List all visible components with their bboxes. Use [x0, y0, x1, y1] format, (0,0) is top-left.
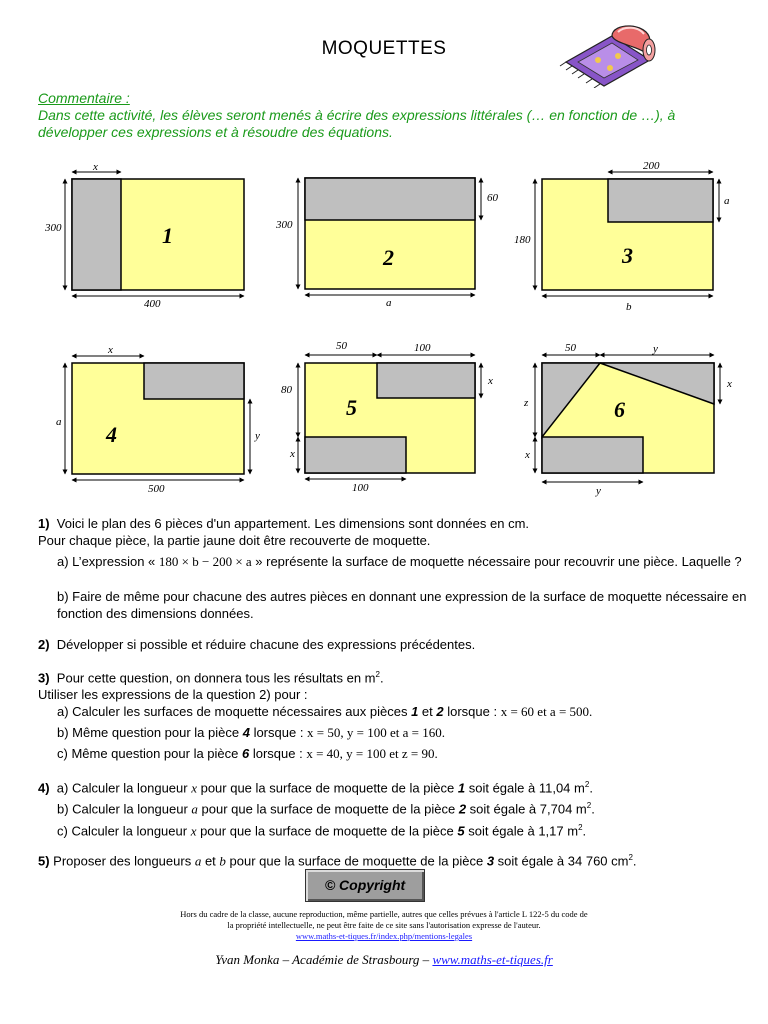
- fig3-number: 3: [622, 243, 633, 268]
- legal-line-1: Hors du cadre de la classe, aucune reproduction, même partielle, autres que celles prévues à l'article L 122-5 du code de: [180, 909, 588, 919]
- question-1: 1) Voici le plan des 6 pièces d'un appartement. Les dimensions sont données en cm. Pour chaque pièce, la partie jaune doit être recouverte de moquette.: [38, 516, 530, 548]
- fig3-label-right: a: [724, 195, 730, 207]
- page-title: MOQUETTES: [321, 38, 447, 59]
- copyright-button[interactable]: © Copyright: [305, 869, 425, 902]
- fig2-label-left: 300: [276, 219, 293, 231]
- footer-author: Yvan Monka – Académie de Strasbourg –: [215, 952, 433, 967]
- fig5-label-top-left: 50: [336, 340, 347, 352]
- fig2-number: 2: [383, 245, 394, 270]
- fig4-label-bottom: 500: [148, 483, 165, 495]
- fig5-label-right: x: [488, 375, 493, 387]
- fig1-label-bottom: 400: [144, 298, 161, 310]
- fig5-label-left-bottom: x: [290, 448, 295, 460]
- fig4-label-left: a: [56, 416, 62, 428]
- fig5-label-left: 80: [281, 384, 292, 396]
- fig1-label-top: x: [93, 161, 98, 173]
- room-plan-5: [298, 355, 481, 479]
- question-3c: c) Même question pour la pièce 6 lorsque : x = 40, y = 100 et z = 90.: [57, 746, 438, 761]
- fig3-label-top: 200: [643, 160, 660, 172]
- fig6-label-bottom: y: [596, 485, 601, 497]
- question-5: 5) Proposer des longueurs a et b pour que la surface de moquette de la pièce 3 soit égale à 34 760 $cm^2$.: [38, 853, 637, 869]
- fig6-label-left-bottom: x: [525, 449, 530, 461]
- fig6-label-right: x: [727, 378, 732, 390]
- question-4c: c) Calculer la longueur x pour que la surface de moquette de la pièce 5 soit égale à 1,17 $m^2$.: [57, 823, 587, 839]
- question-3a: a) Calculer les surfaces de moquette nécessaires aux pièces 1 et 2 lorsque : x = 60 et a = 500.: [57, 704, 593, 719]
- legal-notice: [110, 909, 658, 942]
- legal-line-2: la propriété intellectuelle, ne peut être faite de ce site sans l'autorisation expresse de l'auteur.: [227, 920, 541, 930]
- question-1b: b) Faire de même pour chacune des autres pièces en donnant une expression de la surface de moquette nécessaire en fonction des dimensions données.: [57, 589, 747, 621]
- fig6-label-top-right: y: [653, 343, 658, 355]
- fig6-number: 6: [614, 397, 625, 422]
- question-3: 3) Pour cette question, on donnera tous les résultats en $m^2$. Utiliser les expressions de la question 2) pour :: [38, 670, 384, 703]
- fig5-label-bottom: 100: [352, 482, 369, 494]
- fig6-label-top-left: 50: [565, 342, 576, 354]
- question-4a: 4) a) Calculer la longueur x pour que la surface de moquette de la pièce 1 soit égale à 11,04 $m^2$.: [38, 780, 593, 796]
- fig3-label-bottom: b: [626, 301, 632, 313]
- footer: [0, 952, 768, 968]
- fig5-number: 5: [346, 395, 357, 420]
- room-plan-6: [535, 355, 720, 482]
- fig2-label-bottom: a: [386, 297, 392, 309]
- room-plans-figure: [0, 150, 768, 510]
- question-2: 2) Développer si possible et réduire chacune des expressions précédentes.: [38, 637, 476, 652]
- footer-site-link[interactable]: www.maths-et-tiques.fr: [432, 952, 553, 967]
- carpet-roll-icon: [552, 16, 662, 88]
- room-plan-2: [298, 178, 481, 295]
- question-1a: a) L’expression « 180 × b − 200 × a » représente la surface de moquette nécessaire pour recouvrir une pièce. Laquelle ?: [57, 554, 742, 569]
- room-plan-1: [65, 172, 244, 296]
- fig2-label-right: 60: [487, 192, 498, 204]
- fig1-number: 1: [162, 223, 173, 248]
- question-4b: b) Calculer la longueur a pour que la surface de moquette de la pièce 2 soit égale à 7,704 $m^2$.: [57, 801, 595, 817]
- fig1-label-left: 300: [45, 222, 62, 234]
- question-3b: b) Même question pour la pièce 4 lorsque : x = 50, y = 100 et a = 160.: [57, 725, 445, 740]
- fig6-label-left: z: [524, 397, 529, 409]
- fig5-label-top-right: 100: [414, 342, 431, 354]
- fig4-label-top: x: [108, 344, 113, 356]
- fig3-label-left: 180: [514, 234, 531, 246]
- fig4-number: 4: [106, 422, 117, 447]
- room-plan-3: [535, 172, 719, 296]
- room-plan-4: [65, 356, 250, 480]
- comment-heading: Commentaire :: [38, 90, 130, 106]
- legal-link[interactable]: www.maths-et-tiques.fr/index.php/mentions-legales: [295, 931, 473, 941]
- comment-body: Dans cette activité, les élèves seront menés à écrire des expressions littérales (… en fonction de …), à développer ces expressions et à résoudre des équations.: [38, 107, 676, 140]
- fig4-label-right: y: [255, 430, 260, 442]
